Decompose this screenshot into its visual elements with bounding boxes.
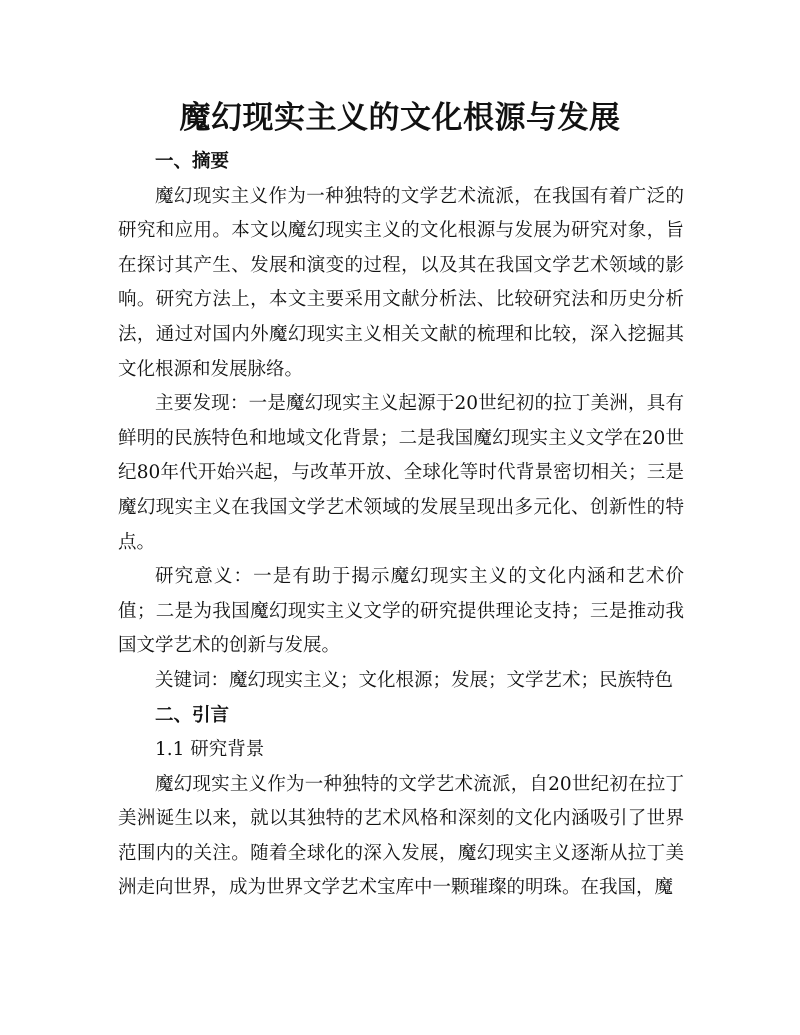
abstract-paragraph-3: 研究意义：一是有助于揭示魔幻现实主义的文化内涵和艺术价值；二是为我国魔幻现实主义文学的研究提供理论支持；三是推动我国文学艺术的创新与发展。 bbox=[118, 566, 684, 657]
subsection-heading-background: 1.1 研究背景 bbox=[155, 739, 265, 761]
document-body bbox=[118, 145, 684, 906]
abstract-paragraph-1: 魔幻现实主义作为一种独特的文学艺术流派，在我国有着广泛的研究和应用。本文以魔幻现实主义的文化根源与发展为研究对象，旨在探讨其产生、发展和演变的过程，以及其在我国文学艺术领域的影响。研究方法上，本文主要采用文献分析法、比较研究法和历史分析法，通过对国内外魔幻现实主义相关文献的梳理和比较，深入挖掘其文化根源和发展脉络。 bbox=[118, 185, 684, 380]
section-heading-abstract: 一、摘要 bbox=[155, 151, 230, 172]
section-heading-introduction: 二、引言 bbox=[155, 704, 230, 726]
introduction-paragraph-1: 魔幻现实主义作为一种独特的文学艺术流派，自20世纪初在拉丁美洲诞生以来，就以其独特的艺术风格和深刻的文化内涵吸引了世界范围内的关注。随着全球化的深入发展，魔幻现实主义逐渐从拉丁美洲走向世界，成为世界文学艺术宝库中一颗璀璨的明珠。在我国，魔 bbox=[118, 773, 684, 899]
keywords-line: 关键词：魔幻现实主义；文化根源；发展；文学艺术；民族特色 bbox=[155, 669, 674, 691]
document-title: 魔幻现实主义的文化根源与发展 bbox=[179, 100, 621, 136]
abstract-paragraph-2: 主要发现：一是魔幻现实主义起源于20世纪初的拉丁美洲，具有鲜明的民族特色和地域文化背景；二是我国魔幻现实主义文学在20世纪80年代开始兴起，与改革开放、全球化等时代背景密切相关；三是魔幻现实主义在我国文学艺术领域的发展呈现出多元化、创新性的特点。 bbox=[118, 393, 684, 553]
